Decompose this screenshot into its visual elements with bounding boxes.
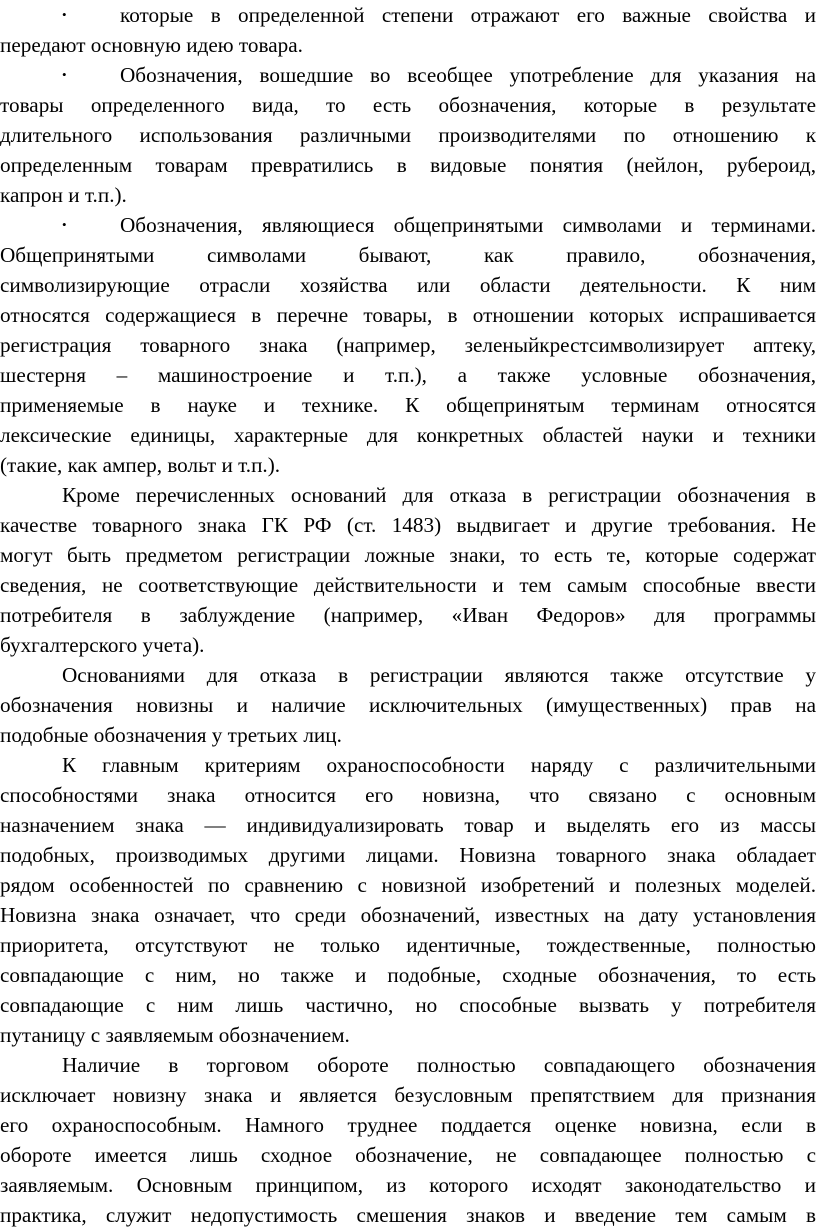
text-line: способностями знака относится его новизна, что связано с основным (0, 783, 816, 807)
text-line: рядом особенностей по сравнению с новизной изобретений и полезных моделей. (0, 873, 816, 897)
text-line: его охраноспособным. Намного труднее поддается оценке новизна, если в (0, 1113, 816, 1137)
text-line: приоритета, отсутствуют не только идентичные, тождественные, полностью (0, 933, 816, 957)
text-line: Обозначения, являющиеся общепринятыми символами и терминами. (120, 213, 816, 237)
text-line: шестерня – машиностроение и т.п.), а также условные обозначения, (0, 363, 816, 387)
text-line: передают основную идею товара. (0, 33, 303, 57)
text-line: Кроме перечисленных оснований для отказа в регистрации обозначения в (62, 483, 816, 507)
text-line: Общепринятыми символами бывают, как правило, обозначения, (0, 243, 816, 267)
text-line: символизирующие отрасли хозяйства или области деятельности. К ним (0, 273, 816, 297)
text-line: заявляемым. Основным принципом, из которого исходят законодательство и (0, 1173, 816, 1197)
text-line: К главным критериям охраноспособности наряду с различительными (62, 753, 816, 777)
text-line: лексические единицы, характерные для конкретных областей науки и техники (0, 423, 816, 447)
text-line: обороте имеется лишь сходное обозначение, не совпадающее полностью с (0, 1143, 816, 1167)
text-line: потребителя в заблуждение (например, «Иван Федоров» для программы (0, 603, 816, 627)
text-line: определенным товарам превратились в видовые понятия (нейлон, рубероид, (0, 153, 816, 177)
text-line: регистрация товарного знака (например, зеленыйкрестсимволизирует аптеку, (0, 333, 816, 357)
bullet-marker: • (62, 7, 67, 22)
text-line: относятся содержащиеся в перечне товары, в отношении которых испрашивается (0, 303, 816, 327)
text-line: (такие, как ампер, вольт и т.п.). (0, 453, 281, 477)
text-line: обозначения новизны и наличие исключительных (имущественных) прав на (0, 693, 816, 717)
text-line: бухгалтерского учета). (0, 633, 205, 657)
text-line: длительного использования различными производителями по отношению к (0, 123, 816, 147)
text-line: совпадающие с ним лишь частично, но способные вызвать у потребителя (0, 993, 816, 1017)
bullet-marker: • (62, 67, 67, 82)
text-line: Наличие в торговом обороте полностью совпадающего обозначения (62, 1053, 816, 1077)
text-line: назначением знака — индивидуализировать товар и выделять его из массы (0, 813, 816, 837)
text-line: подобных, производимых другими лицами. Новизна товарного знака обладает (0, 843, 816, 867)
text-line: товары определенного вида, то есть обозначения, которые в результате (0, 93, 816, 117)
text-line: Основаниями для отказа в регистрации являются также отсутствие у (62, 663, 816, 687)
text-line: подобные обозначения у третьих лиц. (0, 723, 342, 747)
text-line: исключает новизну знака и является безусловным препятствием для признания (0, 1083, 816, 1107)
text-line: которые в определенной степени отражают его важные свойства и (120, 3, 816, 27)
text-line: Новизна знака означает, что среди обозначений, известных на дату установления (0, 903, 816, 927)
bullet-marker: • (62, 217, 67, 232)
text-line: капрон и т.п.). (0, 183, 127, 207)
text-line: совпадающие с ним, но также и подобные, сходные обозначения, то есть (0, 963, 816, 987)
text-line: практика, служит недопустимость смешения знаков и введение тем самым в (0, 1203, 816, 1227)
text-line: качестве товарного знака ГК РФ (ст. 1483) выдвигает и другие требования. Не (0, 513, 816, 537)
text-line: могут быть предметом регистрации ложные знаки, то есть те, которые содержат (0, 543, 816, 567)
text-line: путаницу с заявляемым обозначением. (0, 1023, 350, 1047)
text-line: Обозначения, вошедшие во всеобщее употребление для указания на (120, 63, 816, 87)
text-line: сведения, не соответствующие действительности и тем самым способные ввести (0, 573, 816, 597)
text-line: применяемые в науке и технике. К общепринятым терминам относятся (0, 393, 816, 417)
